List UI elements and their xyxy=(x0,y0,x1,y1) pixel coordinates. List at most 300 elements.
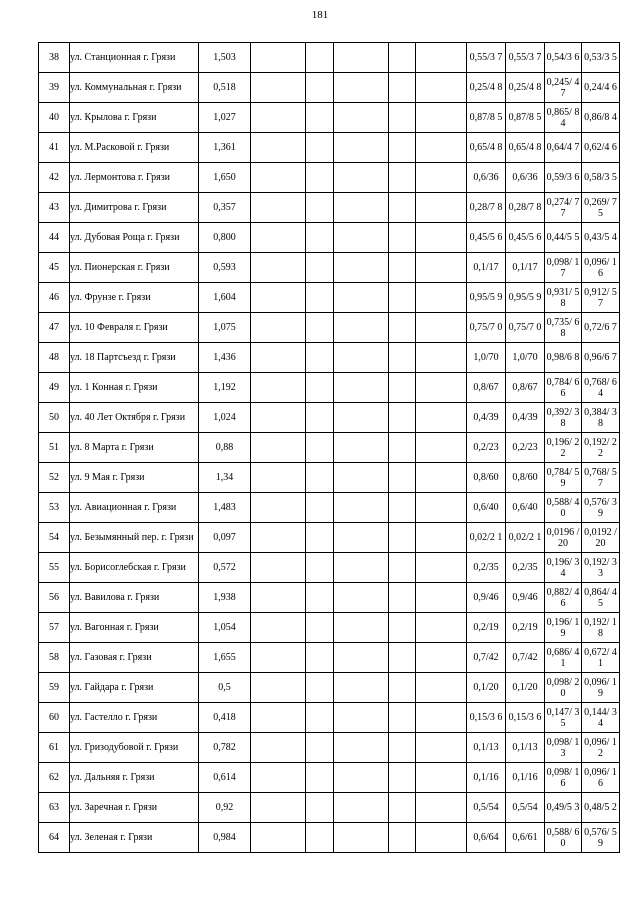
value-col-1: 0,28/7 8 xyxy=(467,193,506,223)
empty-cell xyxy=(334,643,389,673)
empty-cell xyxy=(416,763,467,793)
value-col-1: 0,2/19 xyxy=(467,613,506,643)
value-col-1: 0,02/2 1 xyxy=(467,523,506,553)
table-row xyxy=(39,763,620,793)
empty-cell xyxy=(251,553,306,583)
value-col-1: 0,6/40 xyxy=(467,493,506,523)
row-number: 43 xyxy=(39,193,70,223)
empty-cell xyxy=(389,673,416,703)
street-name: ул. Вагонная г. Грязи xyxy=(70,613,199,643)
empty-cell xyxy=(306,733,334,763)
length-value: 1,503 xyxy=(199,43,251,73)
value-col-3: 0,098/ 16 xyxy=(545,763,582,793)
empty-cell xyxy=(306,103,334,133)
value-col-4: 0,192/ 22 xyxy=(582,433,620,463)
value-col-3: 0,147/ 35 xyxy=(545,703,582,733)
value-col-2: 0,2/35 xyxy=(506,553,545,583)
value-col-1: 0,2/23 xyxy=(467,433,506,463)
empty-cell xyxy=(389,253,416,283)
table-row xyxy=(39,403,620,433)
empty-cell xyxy=(389,403,416,433)
empty-cell xyxy=(389,553,416,583)
value-col-4: 0,768/ 57 xyxy=(582,463,620,493)
value-col-1: 0,25/4 8 xyxy=(467,73,506,103)
empty-cell xyxy=(389,763,416,793)
empty-cell xyxy=(251,733,306,763)
street-name: ул. Гастелло г. Грязи xyxy=(70,703,199,733)
value-col-4: 0,0192 /20 xyxy=(582,523,620,553)
empty-cell xyxy=(389,463,416,493)
empty-cell xyxy=(306,313,334,343)
row-number: 60 xyxy=(39,703,70,733)
value-col-3: 0,196/ 22 xyxy=(545,433,582,463)
value-col-2: 1,0/70 xyxy=(506,343,545,373)
value-col-3: 0,196/ 19 xyxy=(545,613,582,643)
table-row xyxy=(39,283,620,313)
empty-cell xyxy=(251,403,306,433)
empty-cell xyxy=(389,823,416,853)
value-col-3: 0,784/ 59 xyxy=(545,463,582,493)
value-col-2: 0,45/5 6 xyxy=(506,223,545,253)
value-col-2: 0,6/40 xyxy=(506,493,545,523)
street-name: ул. М.Расковой г. Грязи xyxy=(70,133,199,163)
value-col-2: 0,5/54 xyxy=(506,793,545,823)
empty-cell xyxy=(389,43,416,73)
street-name: ул. 40 Лет Октября г. Грязи xyxy=(70,403,199,433)
empty-cell xyxy=(306,343,334,373)
empty-cell xyxy=(334,163,389,193)
empty-cell xyxy=(389,103,416,133)
length-value: 1,027 xyxy=(199,103,251,133)
row-number: 56 xyxy=(39,583,70,613)
value-col-3: 0,588/ 40 xyxy=(545,493,582,523)
value-col-1: 0,87/8 5 xyxy=(467,103,506,133)
empty-cell xyxy=(251,223,306,253)
page-number: 181 xyxy=(311,9,329,21)
empty-cell xyxy=(306,73,334,103)
length-value: 1,650 xyxy=(199,163,251,193)
value-col-4: 0,48/5 2 xyxy=(582,793,620,823)
empty-cell xyxy=(389,73,416,103)
empty-cell xyxy=(389,223,416,253)
street-name: ул. Дубовая Роща г. Грязи xyxy=(70,223,199,253)
empty-cell xyxy=(306,523,334,553)
value-col-4: 0,86/8 4 xyxy=(582,103,620,133)
row-number: 64 xyxy=(39,823,70,853)
table-row xyxy=(39,643,620,673)
value-col-3: 0,098/ 17 xyxy=(545,253,582,283)
row-number: 49 xyxy=(39,373,70,403)
value-col-2: 0,02/2 1 xyxy=(506,523,545,553)
empty-cell xyxy=(416,733,467,763)
empty-cell xyxy=(306,823,334,853)
empty-cell xyxy=(389,703,416,733)
length-value: 1,34 xyxy=(199,463,251,493)
empty-cell xyxy=(334,763,389,793)
value-col-4: 0,192/ 33 xyxy=(582,553,620,583)
row-number: 63 xyxy=(39,793,70,823)
value-col-2: 0,87/8 5 xyxy=(506,103,545,133)
length-value: 0,614 xyxy=(199,763,251,793)
length-value: 0,88 xyxy=(199,433,251,463)
value-col-3: 0,865/ 84 xyxy=(545,103,582,133)
row-number: 48 xyxy=(39,343,70,373)
empty-cell xyxy=(306,403,334,433)
table-row xyxy=(39,463,620,493)
table-row xyxy=(39,703,620,733)
empty-cell xyxy=(306,283,334,313)
empty-cell xyxy=(334,403,389,433)
table-row xyxy=(39,823,620,853)
length-value: 0,800 xyxy=(199,223,251,253)
value-col-1: 0,1/20 xyxy=(467,673,506,703)
empty-cell xyxy=(416,313,467,343)
empty-cell xyxy=(416,403,467,433)
empty-cell xyxy=(251,343,306,373)
row-number: 53 xyxy=(39,493,70,523)
empty-cell xyxy=(334,703,389,733)
value-col-2: 0,2/19 xyxy=(506,613,545,643)
empty-cell xyxy=(251,283,306,313)
row-number: 58 xyxy=(39,643,70,673)
table-row xyxy=(39,73,620,103)
value-col-1: 0,6/64 xyxy=(467,823,506,853)
empty-cell xyxy=(416,103,467,133)
row-number: 59 xyxy=(39,673,70,703)
empty-cell xyxy=(251,133,306,163)
value-col-4: 0,269/ 75 xyxy=(582,193,620,223)
value-col-3: 0,64/4 7 xyxy=(545,133,582,163)
value-col-4: 0,72/6 7 xyxy=(582,313,620,343)
empty-cell xyxy=(416,223,467,253)
length-value: 0,5 xyxy=(199,673,251,703)
value-col-2: 0,1/16 xyxy=(506,763,545,793)
value-col-3: 0,784/ 66 xyxy=(545,373,582,403)
value-col-1: 0,95/5 9 xyxy=(467,283,506,313)
empty-cell xyxy=(306,433,334,463)
value-col-3: 0,245/ 47 xyxy=(545,73,582,103)
length-value: 1,024 xyxy=(199,403,251,433)
table-row xyxy=(39,613,620,643)
value-col-3: 0,931/ 58 xyxy=(545,283,582,313)
street-name: ул. Борисоглебская г. Грязи xyxy=(70,553,199,583)
length-value: 0,418 xyxy=(199,703,251,733)
street-name: ул. Лермонтова г. Грязи xyxy=(70,163,199,193)
length-value: 0,518 xyxy=(199,73,251,103)
empty-cell xyxy=(416,283,467,313)
empty-cell xyxy=(389,193,416,223)
length-value: 1,192 xyxy=(199,373,251,403)
row-number: 55 xyxy=(39,553,70,583)
value-col-3: 0,274/ 77 xyxy=(545,193,582,223)
empty-cell xyxy=(389,163,416,193)
empty-cell xyxy=(334,223,389,253)
value-col-2: 0,9/46 xyxy=(506,583,545,613)
empty-cell xyxy=(306,613,334,643)
row-number: 40 xyxy=(39,103,70,133)
empty-cell xyxy=(251,763,306,793)
value-col-3: 0,54/3 6 xyxy=(545,43,582,73)
table-row xyxy=(39,583,620,613)
empty-cell xyxy=(389,493,416,523)
length-value: 1,436 xyxy=(199,343,251,373)
row-number: 61 xyxy=(39,733,70,763)
empty-cell xyxy=(416,553,467,583)
street-name: ул. Дальняя г. Грязи xyxy=(70,763,199,793)
row-number: 47 xyxy=(39,313,70,343)
value-col-2: 0,1/17 xyxy=(506,253,545,283)
row-number: 45 xyxy=(39,253,70,283)
value-col-2: 0,7/42 xyxy=(506,643,545,673)
length-value: 1,483 xyxy=(199,493,251,523)
table-body xyxy=(39,43,620,853)
street-name: ул. 10 Февраля г. Грязи xyxy=(70,313,199,343)
empty-cell xyxy=(389,793,416,823)
empty-cell xyxy=(416,613,467,643)
street-name: ул. Станционная г. Грязи xyxy=(70,43,199,73)
empty-cell xyxy=(389,433,416,463)
empty-cell xyxy=(334,823,389,853)
empty-cell xyxy=(416,463,467,493)
value-col-1: 0,1/17 xyxy=(467,253,506,283)
length-value: 0,572 xyxy=(199,553,251,583)
empty-cell xyxy=(334,253,389,283)
value-col-1: 0,7/42 xyxy=(467,643,506,673)
table-row xyxy=(39,223,620,253)
value-col-4: 0,192/ 18 xyxy=(582,613,620,643)
value-col-4: 0,53/3 5 xyxy=(582,43,620,73)
empty-cell xyxy=(416,193,467,223)
value-col-4: 0,576/ 59 xyxy=(582,823,620,853)
length-value: 1,604 xyxy=(199,283,251,313)
empty-cell xyxy=(306,793,334,823)
empty-cell xyxy=(334,583,389,613)
length-value: 0,593 xyxy=(199,253,251,283)
length-value: 0,097 xyxy=(199,523,251,553)
street-name: ул. Гризодубовой г. Грязи xyxy=(70,733,199,763)
street-name: ул. Фрунзе г. Грязи xyxy=(70,283,199,313)
value-col-1: 0,8/60 xyxy=(467,463,506,493)
row-number: 51 xyxy=(39,433,70,463)
empty-cell xyxy=(389,133,416,163)
length-value: 1,075 xyxy=(199,313,251,343)
value-col-4: 0,096/ 16 xyxy=(582,763,620,793)
empty-cell xyxy=(334,103,389,133)
value-col-3: 0,735/ 68 xyxy=(545,313,582,343)
value-col-4: 0,43/5 4 xyxy=(582,223,620,253)
empty-cell xyxy=(389,733,416,763)
row-number: 42 xyxy=(39,163,70,193)
value-col-4: 0,912/ 57 xyxy=(582,283,620,313)
empty-cell xyxy=(389,283,416,313)
empty-cell xyxy=(251,463,306,493)
empty-cell xyxy=(251,73,306,103)
value-col-4: 0,144/ 34 xyxy=(582,703,620,733)
empty-cell xyxy=(334,343,389,373)
value-col-1: 1,0/70 xyxy=(467,343,506,373)
value-col-3: 0,98/6 8 xyxy=(545,343,582,373)
value-col-4: 0,576/ 39 xyxy=(582,493,620,523)
empty-cell xyxy=(334,283,389,313)
row-number: 41 xyxy=(39,133,70,163)
empty-cell xyxy=(334,463,389,493)
empty-cell xyxy=(334,433,389,463)
table-row xyxy=(39,343,620,373)
empty-cell xyxy=(334,613,389,643)
street-name: ул. 9 Мая г. Грязи xyxy=(70,463,199,493)
value-col-3: 0,0196 /20 xyxy=(545,523,582,553)
empty-cell xyxy=(306,133,334,163)
table-row xyxy=(39,163,620,193)
empty-cell xyxy=(306,703,334,733)
empty-cell xyxy=(251,583,306,613)
value-col-1: 0,45/5 6 xyxy=(467,223,506,253)
street-name: ул. Коммунальная г. Грязи xyxy=(70,73,199,103)
value-col-3: 0,588/ 60 xyxy=(545,823,582,853)
street-name: ул. Вавилова г. Грязи xyxy=(70,583,199,613)
value-col-1: 0,5/54 xyxy=(467,793,506,823)
value-col-2: 0,8/60 xyxy=(506,463,545,493)
empty-cell xyxy=(416,253,467,283)
empty-cell xyxy=(416,433,467,463)
table-row xyxy=(39,793,620,823)
value-col-2: 0,28/7 8 xyxy=(506,193,545,223)
value-col-2: 0,6/61 xyxy=(506,823,545,853)
empty-cell xyxy=(251,493,306,523)
empty-cell xyxy=(334,373,389,403)
empty-cell xyxy=(334,793,389,823)
length-value: 0,92 xyxy=(199,793,251,823)
value-col-2: 0,2/23 xyxy=(506,433,545,463)
length-value: 1,054 xyxy=(199,613,251,643)
empty-cell xyxy=(306,763,334,793)
table-row xyxy=(39,103,620,133)
value-col-3: 0,59/3 6 xyxy=(545,163,582,193)
empty-cell xyxy=(389,523,416,553)
empty-cell xyxy=(334,193,389,223)
empty-cell xyxy=(416,673,467,703)
value-col-2: 0,65/4 8 xyxy=(506,133,545,163)
value-col-2: 0,6/36 xyxy=(506,163,545,193)
empty-cell xyxy=(416,793,467,823)
empty-cell xyxy=(251,193,306,223)
empty-cell xyxy=(306,553,334,583)
value-col-2: 0,8/67 xyxy=(506,373,545,403)
street-name: ул. 1 Конная г. Грязи xyxy=(70,373,199,403)
value-col-4: 0,96/6 7 xyxy=(582,343,620,373)
value-col-4: 0,672/ 41 xyxy=(582,643,620,673)
table-row xyxy=(39,493,620,523)
empty-cell xyxy=(416,43,467,73)
row-number: 38 xyxy=(39,43,70,73)
table-row xyxy=(39,313,620,343)
length-value: 1,655 xyxy=(199,643,251,673)
table-row xyxy=(39,433,620,463)
empty-cell xyxy=(251,613,306,643)
row-number: 54 xyxy=(39,523,70,553)
value-col-1: 0,75/7 0 xyxy=(467,313,506,343)
value-col-1: 0,6/36 xyxy=(467,163,506,193)
empty-cell xyxy=(251,823,306,853)
value-col-1: 0,65/4 8 xyxy=(467,133,506,163)
empty-cell xyxy=(251,253,306,283)
empty-cell xyxy=(306,193,334,223)
empty-cell xyxy=(306,43,334,73)
value-col-4: 0,768/ 64 xyxy=(582,373,620,403)
empty-cell xyxy=(389,643,416,673)
value-col-3: 0,686/ 41 xyxy=(545,643,582,673)
empty-cell xyxy=(389,343,416,373)
table-row xyxy=(39,733,620,763)
value-col-1: 0,2/35 xyxy=(467,553,506,583)
row-number: 50 xyxy=(39,403,70,433)
empty-cell xyxy=(389,373,416,403)
empty-cell xyxy=(251,703,306,733)
value-col-1: 0,4/39 xyxy=(467,403,506,433)
value-col-2: 0,4/39 xyxy=(506,403,545,433)
empty-cell xyxy=(306,493,334,523)
value-col-2: 0,1/20 xyxy=(506,673,545,703)
empty-cell xyxy=(334,43,389,73)
empty-cell xyxy=(416,73,467,103)
empty-cell xyxy=(416,643,467,673)
empty-cell xyxy=(334,523,389,553)
row-number: 52 xyxy=(39,463,70,493)
table-row xyxy=(39,253,620,283)
value-col-1: 0,15/3 6 xyxy=(467,703,506,733)
empty-cell xyxy=(251,103,306,133)
empty-cell xyxy=(306,163,334,193)
street-name: ул. Заречная г. Грязи xyxy=(70,793,199,823)
empty-cell xyxy=(334,313,389,343)
row-number: 39 xyxy=(39,73,70,103)
row-number: 57 xyxy=(39,613,70,643)
empty-cell xyxy=(416,523,467,553)
empty-cell xyxy=(306,253,334,283)
value-col-3: 0,882/ 46 xyxy=(545,583,582,613)
street-name: ул. Пионерская г. Грязи xyxy=(70,253,199,283)
empty-cell xyxy=(334,493,389,523)
streets-table xyxy=(38,42,620,853)
empty-cell xyxy=(306,583,334,613)
empty-cell xyxy=(416,163,467,193)
street-name: ул. 8 Марта г. Грязи xyxy=(70,433,199,463)
empty-cell xyxy=(251,43,306,73)
value-col-3: 0,196/ 34 xyxy=(545,553,582,583)
value-col-4: 0,864/ 45 xyxy=(582,583,620,613)
value-col-4: 0,096/ 12 xyxy=(582,733,620,763)
value-col-3: 0,49/5 3 xyxy=(545,793,582,823)
value-col-4: 0,096/ 16 xyxy=(582,253,620,283)
empty-cell xyxy=(334,133,389,163)
length-value: 0,782 xyxy=(199,733,251,763)
value-col-2: 0,55/3 7 xyxy=(506,43,545,73)
value-col-2: 0,1/13 xyxy=(506,733,545,763)
empty-cell xyxy=(251,433,306,463)
empty-cell xyxy=(334,73,389,103)
value-col-3: 0,392/ 38 xyxy=(545,403,582,433)
street-name: ул. Зеленая г. Грязи xyxy=(70,823,199,853)
table-row xyxy=(39,373,620,403)
table-row xyxy=(39,523,620,553)
street-name: ул. Крылова г. Грязи xyxy=(70,103,199,133)
empty-cell xyxy=(416,373,467,403)
value-col-1: 0,8/67 xyxy=(467,373,506,403)
value-col-3: 0,098/ 20 xyxy=(545,673,582,703)
length-value: 0,984 xyxy=(199,823,251,853)
value-col-4: 0,62/4 6 xyxy=(582,133,620,163)
value-col-4: 0,384/ 38 xyxy=(582,403,620,433)
